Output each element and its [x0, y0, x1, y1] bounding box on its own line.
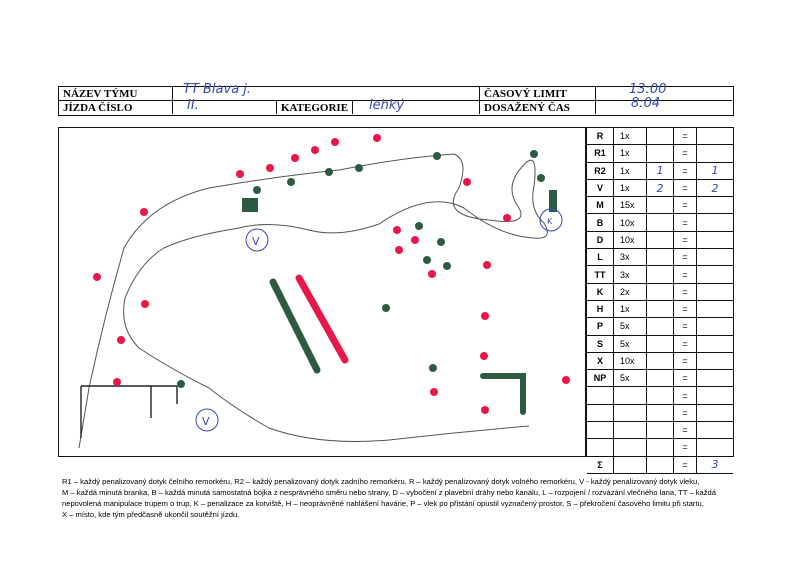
penalty-code: P [587, 318, 614, 335]
green-buoy [415, 222, 423, 230]
course-drawing [59, 128, 585, 456]
penalty-code: L [587, 249, 614, 266]
penalty-table [586, 127, 734, 472]
red-buoy [481, 406, 489, 414]
penalty-equals: = [674, 352, 697, 369]
k-mark-label: K [547, 217, 553, 226]
v-mark-label-2: V [202, 415, 210, 428]
penalty-count [647, 283, 674, 300]
green-buoy [437, 238, 445, 246]
penalty-row [587, 231, 733, 248]
penalty-code: TT [587, 266, 614, 283]
penalty-result [697, 439, 734, 456]
green-buoy [287, 178, 295, 186]
red-buoy [266, 164, 274, 172]
penalty-row [587, 179, 733, 196]
header-col-line [276, 100, 277, 114]
penalty-multiplier: 5x [614, 370, 647, 387]
penalty-multiplier: 3x [614, 249, 647, 266]
green-buoy [429, 364, 437, 372]
penalty-row [587, 145, 733, 162]
red-buoy [430, 388, 438, 396]
penalty-result [697, 214, 734, 231]
header-col-line [595, 87, 596, 114]
penalty-multiplier: 10x [614, 214, 647, 231]
penalty-equals: = [674, 179, 697, 196]
penalty-multiplier: 1x [614, 179, 647, 196]
legend-line: nepovolená manipulace trupem o trup, K – penalizace za kotviště, H – neoprávněné nahlášení havárie, P – vlek po přistání opustil vyznačený prostor, S – překročení časového limitu při startu, [62, 499, 704, 508]
green-buoy [433, 152, 441, 160]
green-buoys [177, 150, 545, 388]
penalty-multiplier: 1x [614, 145, 647, 162]
penalty-multiplier: 10x [614, 231, 647, 248]
red-buoy [503, 214, 511, 222]
penalty-equals: = [674, 387, 697, 404]
penalty-multiplier: 5x [614, 335, 647, 352]
penalty-code: Σ [587, 456, 614, 473]
penalty-row [587, 335, 733, 352]
legend-line: M – každá minutá branka, B – každá minutá samostatná bójka z nesprávného směru nebo strany, D – vybočení z plavební dráhy nebo kanálu, L – rozpojení / rozvázání vlečného lana, TT – každá [62, 488, 717, 497]
legend-text [62, 476, 734, 520]
penalty-count [647, 387, 674, 404]
penalty-count [647, 128, 674, 145]
penalty-count: 2 [647, 179, 674, 196]
red-buoy [411, 236, 419, 244]
red-buoy [331, 138, 339, 146]
red-buoy [93, 273, 101, 281]
red-buoy [141, 300, 149, 308]
team-name-label: NÁZEV TÝMU [63, 88, 138, 100]
legend-line: R1 – každý penalizovaný dotyk čelního remorkéru, R2 – každý penalizovaný dotyk zadního remorkéru, R – každý penalizovaný dotyk volného remorkéru, V - každý penalizovaný dotyk vleku, [62, 477, 700, 486]
penalty-result [697, 335, 734, 352]
penalty-code: X [587, 352, 614, 369]
penalty-code: R1 [587, 145, 614, 162]
penalty-row [587, 128, 733, 145]
team-name-value: TT Blava j. [183, 82, 252, 97]
green-buoy [382, 304, 390, 312]
penalty-multiplier [614, 456, 647, 473]
penalty-multiplier: 2x [614, 283, 647, 300]
red-buoy [463, 178, 471, 186]
penalty-count [647, 370, 674, 387]
header-col-line [172, 87, 173, 114]
green-buoy [423, 256, 431, 264]
penalty-row [587, 370, 733, 387]
penalty-equals: = [674, 266, 697, 283]
penalty-code: D [587, 231, 614, 248]
penalty-multiplier: 1x [614, 162, 647, 179]
red-buoy [113, 378, 121, 386]
green-buoy [253, 186, 261, 194]
penalty-result [697, 387, 734, 404]
penalty-result [697, 404, 734, 421]
v-mark-label: V [252, 235, 260, 248]
achieved-time-label: DOSAŽENÝ ČAS [484, 102, 570, 114]
penalty-count [647, 318, 674, 335]
penalty-row [587, 283, 733, 300]
penalty-result [697, 145, 734, 162]
red-buoy [428, 270, 436, 278]
penalty-multiplier: 5x [614, 318, 647, 335]
penalty-row [587, 404, 733, 421]
penalty-row [587, 300, 733, 317]
penalty-count [647, 249, 674, 266]
red-buoys [93, 134, 570, 414]
red-buoy [393, 226, 401, 234]
l-dock [483, 376, 523, 412]
header-col-line [479, 87, 480, 114]
penalty-multiplier [614, 439, 647, 456]
penalty-multiplier [614, 404, 647, 421]
penalty-row [587, 439, 733, 456]
red-buoy [395, 246, 403, 254]
penalty-row [587, 162, 733, 179]
penalty-result [697, 283, 734, 300]
penalty-count [647, 266, 674, 283]
penalty-count [647, 197, 674, 214]
penalty-result: 2 [697, 179, 734, 196]
penalty-count [647, 145, 674, 162]
penalty-equals: = [674, 422, 697, 439]
penalty-row [587, 197, 733, 214]
penalty-equals: = [674, 439, 697, 456]
category-label: KATEGORIE [281, 102, 349, 114]
penalty-result [697, 370, 734, 387]
penalty-count [647, 439, 674, 456]
penalty-row [587, 456, 733, 473]
penalty-equals: = [674, 214, 697, 231]
red-buoy [140, 208, 148, 216]
penalty-result [697, 197, 734, 214]
penalty-multiplier: 1x [614, 300, 647, 317]
green-buoy [530, 150, 538, 158]
penalty-code [587, 422, 614, 439]
penalty-equals: = [674, 197, 697, 214]
penalty-result: 1 [697, 162, 734, 179]
course-map [58, 127, 586, 457]
penalty-count [647, 404, 674, 421]
red-buoy [562, 376, 570, 384]
penalty-multiplier [614, 387, 647, 404]
red-buoy [291, 154, 299, 162]
penalty-equals: = [674, 318, 697, 335]
penalty-multiplier: 10x [614, 352, 647, 369]
ride-number-value: II. [187, 98, 199, 113]
penalty-row [587, 422, 733, 439]
penalty-equals: = [674, 404, 697, 421]
penalty-result [697, 266, 734, 283]
penalty-result [697, 249, 734, 266]
penalty-count [647, 352, 674, 369]
penalty-equals: = [674, 283, 697, 300]
green-buoy [355, 164, 363, 172]
penalty-equals: = [674, 335, 697, 352]
red-buoy [117, 336, 125, 344]
penalty-equals: = [674, 128, 697, 145]
green-buoy [177, 380, 185, 388]
m-gate-marker [242, 198, 258, 212]
penalty-code: R [587, 128, 614, 145]
penalty-result [697, 422, 734, 439]
start-gate [81, 386, 177, 438]
penalty-grid [587, 128, 733, 474]
penalty-equals: = [674, 370, 697, 387]
red-buoy [481, 312, 489, 320]
ride-number-label: JÍZDA ČÍSLO [63, 102, 133, 114]
penalty-row [587, 214, 733, 231]
penalty-code: NP [587, 370, 614, 387]
category-value: lehký [369, 98, 405, 113]
penalty-multiplier [614, 422, 647, 439]
red-buoy [480, 352, 488, 360]
penalty-code: B [587, 214, 614, 231]
penalty-multiplier: 1x [614, 128, 647, 145]
penalty-equals: = [674, 231, 697, 248]
penalty-count [647, 300, 674, 317]
penalty-result [697, 231, 734, 248]
time-limit-label: ČASOVÝ LIMIT [484, 88, 567, 100]
penalty-equals: = [674, 249, 697, 266]
penalty-count [647, 335, 674, 352]
time-limit-value: 13:00 [629, 82, 667, 97]
red-buoy [236, 170, 244, 178]
penalty-code: V [587, 179, 614, 196]
penalty-row [587, 318, 733, 335]
penalty-code: S [587, 335, 614, 352]
penalty-code: R2 [587, 162, 614, 179]
penalty-code [587, 404, 614, 421]
red-buoy [483, 261, 491, 269]
penalty-code: H [587, 300, 614, 317]
header-table [58, 82, 734, 116]
penalty-equals: = [674, 162, 697, 179]
penalty-row [587, 387, 733, 404]
red-buoy [311, 146, 319, 154]
penalty-result [697, 128, 734, 145]
green-buoy [443, 262, 451, 270]
penalty-code [587, 387, 614, 404]
penalty-result [697, 300, 734, 317]
achieved-time-value: 8:04 [631, 96, 661, 111]
header-col-line [352, 100, 353, 114]
penalty-count [647, 231, 674, 248]
penalty-row [587, 266, 733, 283]
penalty-row [587, 249, 733, 266]
penalty-equals: = [674, 300, 697, 317]
penalty-equals: = [674, 456, 697, 473]
penalty-multiplier: 15x [614, 197, 647, 214]
penalty-result [697, 352, 734, 369]
penalty-count [647, 456, 674, 473]
penalty-multiplier: 3x [614, 266, 647, 283]
penalty-equals: = [674, 145, 697, 162]
red-buoy [373, 134, 381, 142]
penalty-result [697, 318, 734, 335]
penalty-code: M [587, 197, 614, 214]
penalty-code [587, 439, 614, 456]
penalty-code: K [587, 283, 614, 300]
penalty-result: 3 [697, 456, 734, 473]
penalty-count [647, 422, 674, 439]
legend-line: X – místo, kde tým předčasně ukončil soutěžní jízdu. [62, 510, 240, 519]
penalty-count [647, 214, 674, 231]
penalty-row [587, 352, 733, 369]
green-buoy [325, 168, 333, 176]
green-buoy [537, 174, 545, 182]
penalty-count: 1 [647, 162, 674, 179]
